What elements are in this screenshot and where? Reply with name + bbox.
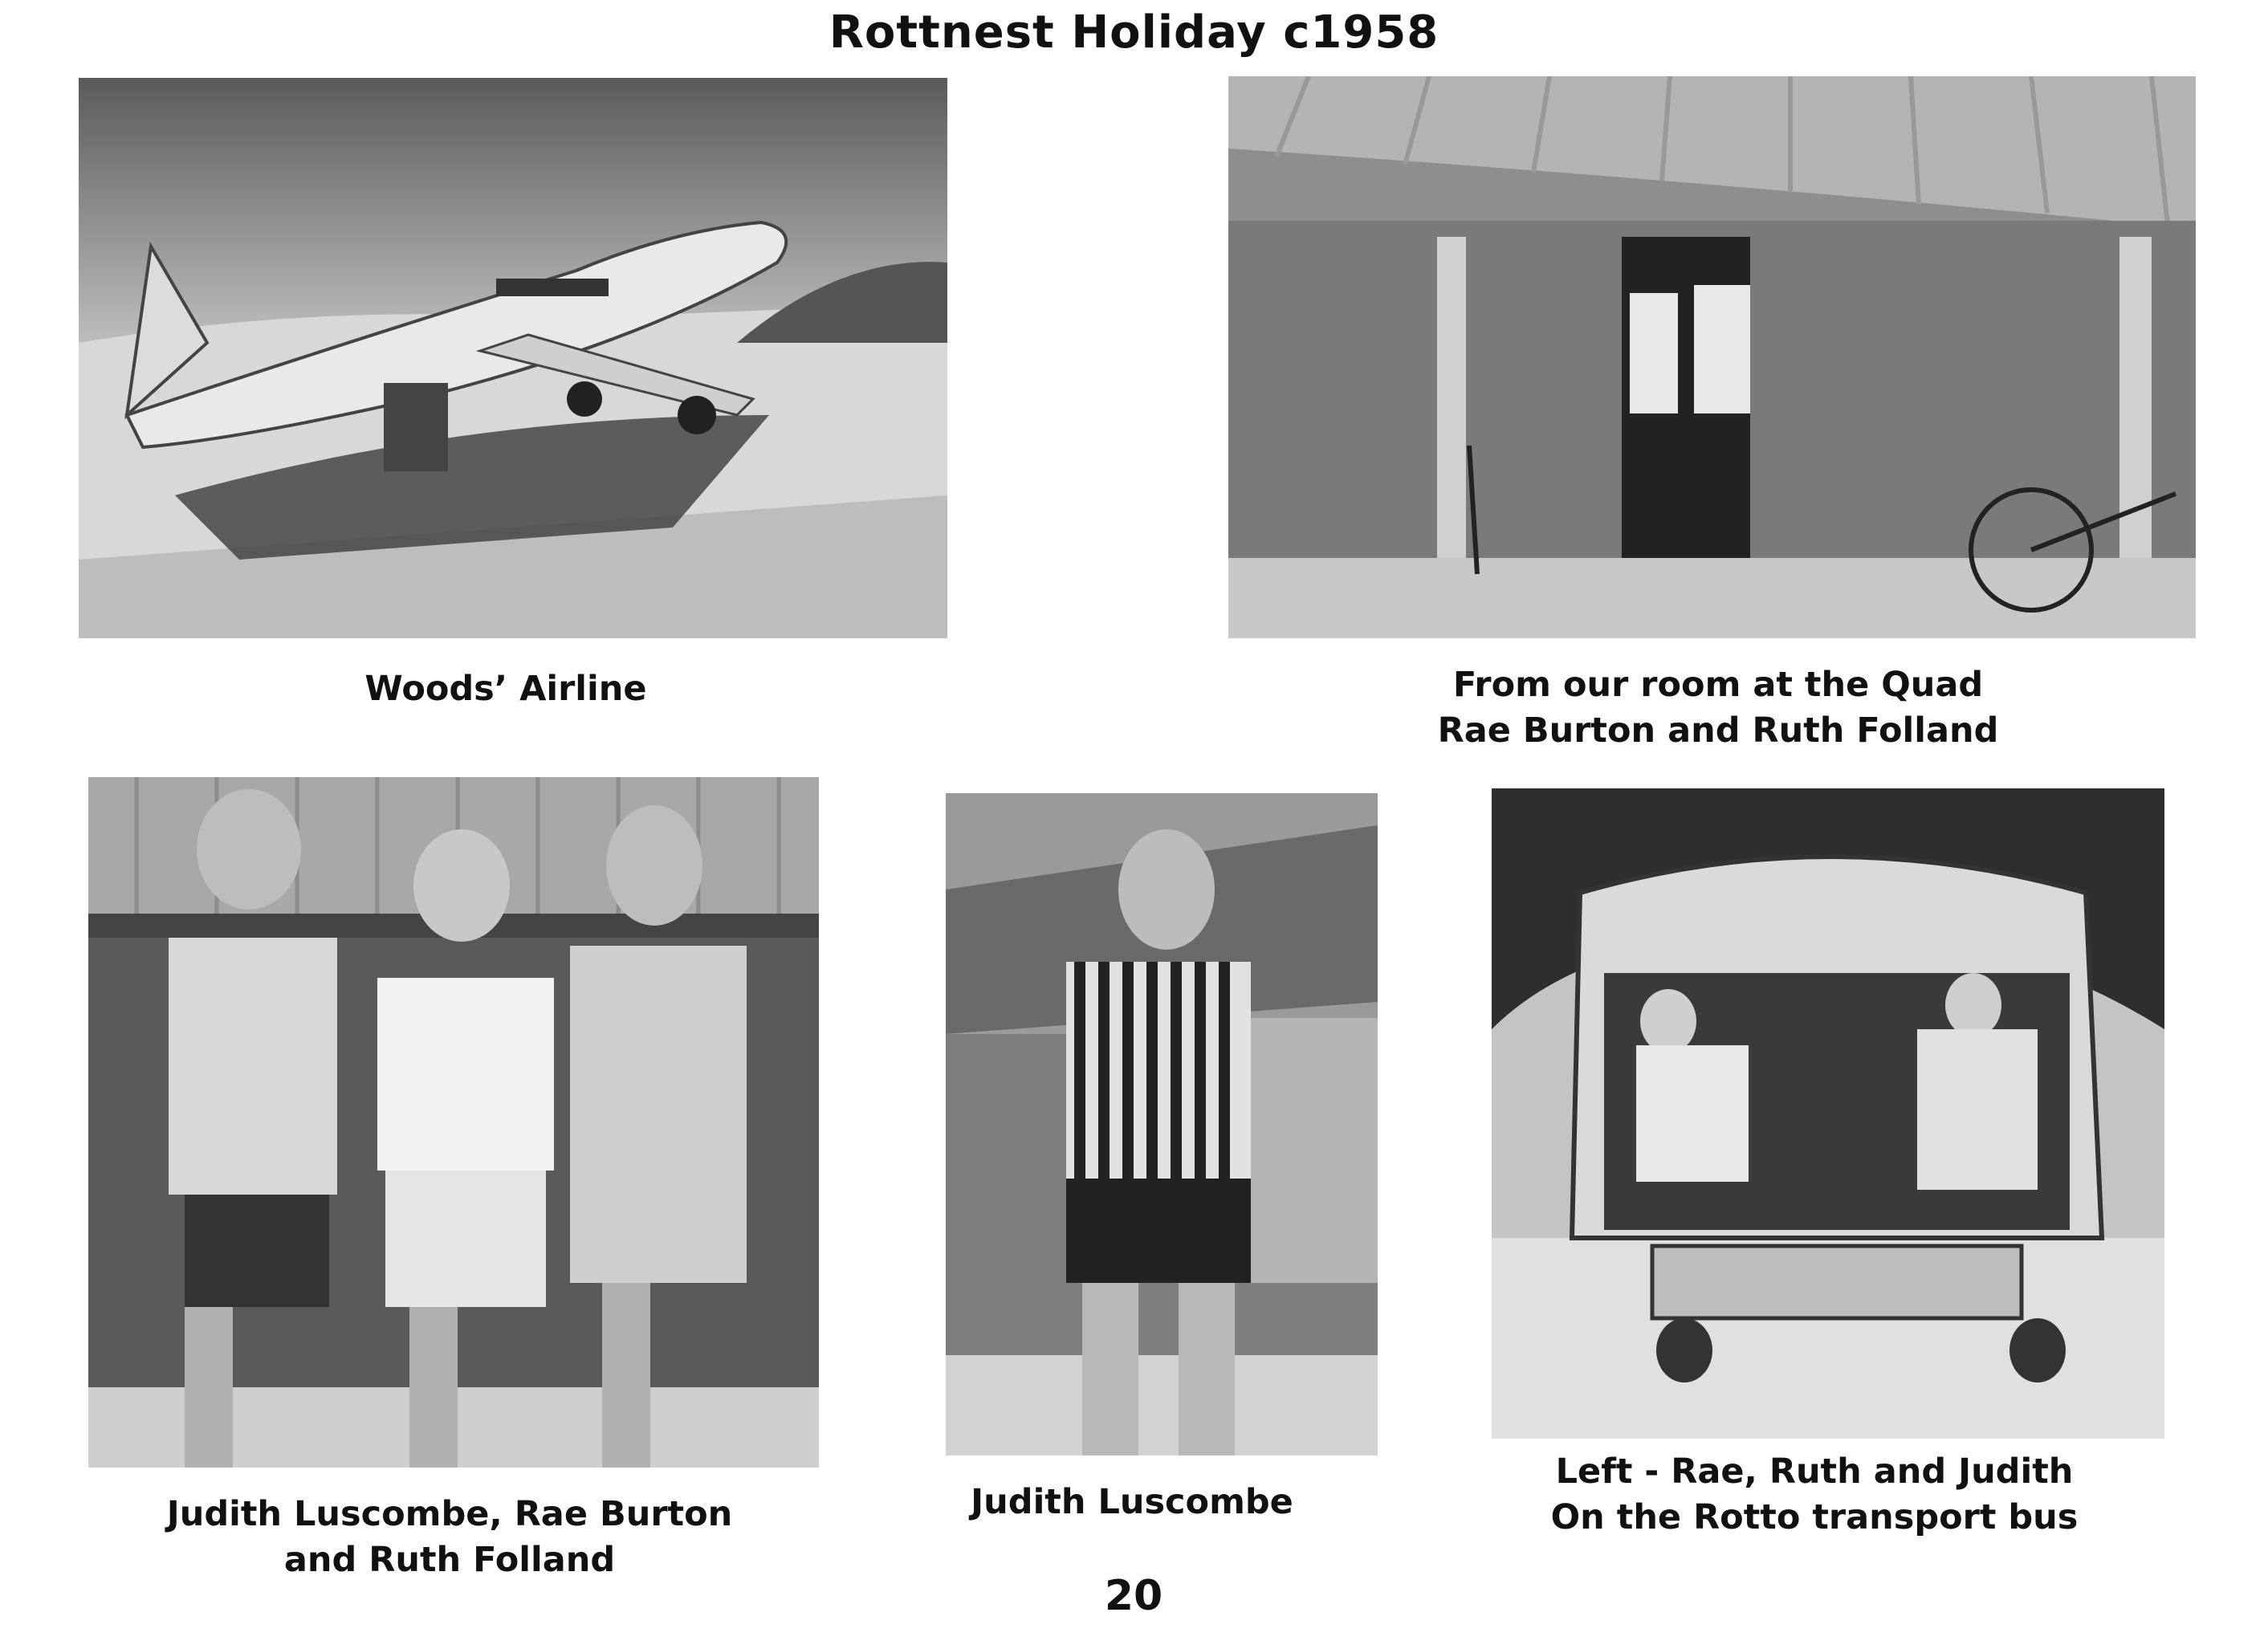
caption-line: and Ruth Folland — [283, 1540, 616, 1580]
caption-line: Left - Rae, Ruth and Judith — [1555, 1452, 2074, 1492]
photo-three-women — [88, 777, 819, 1468]
caption-woods-airline — [265, 666, 747, 712]
caption-line: Rae Burton and Ruth Folland — [1437, 710, 1999, 751]
caption-rotto-transport-bus — [1525, 1449, 2103, 1541]
photo-quad-room — [1228, 76, 2196, 638]
photo-rotto-transport-bus — [1492, 788, 2164, 1439]
caption-three-women — [145, 1492, 755, 1583]
caption-line: From our room at the Quad — [1452, 665, 1984, 705]
caption-line: On the Rotto transport bus — [1550, 1497, 2079, 1537]
page-number: 20 — [1104, 1572, 1163, 1620]
photo-woods-airline — [79, 78, 947, 638]
caption-judith-luscombe — [947, 1480, 1317, 1525]
page-title: Rottnest Holiday c1958 — [829, 6, 1439, 59]
caption-quad-room — [1429, 662, 2007, 754]
photo-judith-luscombe — [946, 793, 1378, 1456]
caption-line: Woods’ Airline — [364, 669, 647, 709]
caption-line: Judith Luscombe — [971, 1482, 1293, 1522]
caption-line: Judith Luscombe, Rae Burton — [166, 1494, 733, 1534]
